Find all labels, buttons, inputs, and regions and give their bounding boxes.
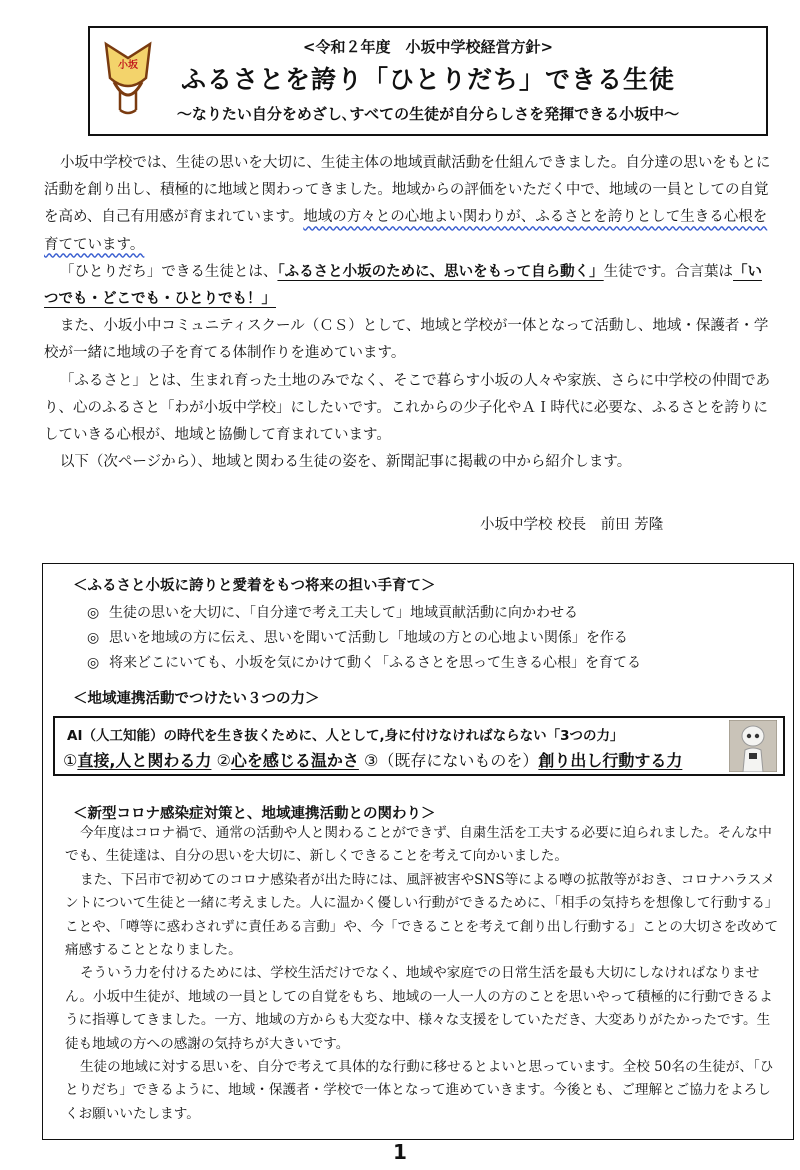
page-title: ふるさとを誇り「ひとりだち」できる生徒	[180, 65, 675, 94]
intro-paragraph-3: また、小坂小中コミュニティスクール（ＣＳ）として、地域と学校が一体となって活動し、地域・保護者・学校が一緒に地域の子を育てる体制作りを進めています。	[44, 318, 769, 362]
corona-paragraph: 生徒の地域に対する思いを、自分で考えて具体的な行動に移せるとよいと思っています。全校 50名の生徒が、「ひとりだち」できるように、地域・保護者・学校で一体となって進めていきます。今後とも、ご理解とご協力をよろしくお願いいたします。	[65, 1059, 774, 1122]
intro-p2-text-c: 生徒です。合言葉は	[603, 263, 734, 280]
header-box	[88, 26, 768, 136]
intro-p2-motto: 「ふるさと小坂のために、思いをもって自ら動く」	[277, 263, 604, 280]
corona-paragraph: また、下呂市で初めてのコロナ感染者が出た時には、風評被害やSNS等による噂の拡散等がおき、コロナハラスメントについて生徒と一緒に考えました。人に温かく優しい行動ができるために、「相手の気持ちを想像して行動する」ことや、「噂等に惑わされずに責任ある言動」や、今「できることを考えて創り出し行動する」ことの大切さを改めて痛感することとなりました。	[65, 871, 779, 959]
list-item-text: 将来どこにいても、小坂を気にかけて動く「ふるさとを思って生きる心根」を育てる	[109, 655, 641, 671]
header-subtitle: <令和２年度 小坂中学校経営方針>	[302, 38, 554, 56]
bullet-mark: ◎	[87, 605, 100, 621]
policy-list	[87, 601, 787, 676]
intro-p2-watchword: 「いつでも・どこでも・ひとりでも！」	[44, 263, 763, 308]
power-1-number: ①	[63, 751, 78, 770]
list-item	[87, 651, 787, 676]
power-2-text: 心を感じる温かさ	[230, 751, 359, 770]
intro-paragraph-2	[44, 259, 774, 313]
intro-paragraph-5: 以下（次ページから）、地域と関わる生徒の姿を、新聞記事に掲載の中から紹介します。	[59, 454, 632, 471]
intro-text	[44, 150, 774, 476]
policy-box	[42, 563, 794, 1140]
intro-paragraph-1	[44, 150, 774, 259]
corona-text	[65, 822, 781, 1126]
three-powers-box	[53, 716, 785, 776]
intro-p1-text: 小坂中学校では、生徒の思いを大切に、生徒主体の地域貢献活動を仕組んできました。自分達の思いをもとに活動を創り出し、積極的に地域と関わってきました。地域からの評価をいただく中で、地域の一員としての自覚を高め、自己有用感が育まれています。	[44, 155, 771, 226]
list-item-text: 思いを地域の方に伝え、思いを聞いて活動し「地域の方との心地よい関係」を作る	[109, 630, 628, 646]
principal-signature: 小坂中学校 校長 前田 芳隆	[480, 517, 664, 533]
corona-paragraph: 今年度はコロナ禍で、通常の活動や人と関わることができず、自粛生活を工夫する必要に迫られました。そんな中でも、生徒達は、自分の思いを大切に、新しくできることを考えて向かいました。	[65, 825, 772, 865]
bullet-mark: ◎	[87, 655, 100, 671]
intro-paragraph-4: 「ふるさと」とは、生まれ育った土地のみでなく、そこで暮らす小坂の人々や家族、さらに中学校の仲間であり、心のふるさと「わが小坂中学校」にしたいです。これからの少子化やＡＩ時代に必要な、ふるさとを誇りにしていきる心根が、地域と協働して育まれています。	[44, 372, 771, 444]
section-heading-three-powers: ＜地域連携活動でつけたい３つの力＞	[73, 691, 320, 707]
robot-photo-icon	[729, 720, 777, 772]
power-2-number: ②	[216, 751, 231, 770]
three-powers-intro: AI（人工知能）の時代を生き抜くために、人として,身に付けなければならない「3つの力」	[67, 728, 624, 744]
section-heading-future-leaders: ＜ふるさと小坂に誇りと愛着をもつ将来の担い手育て＞	[73, 578, 436, 594]
emblem-text: 小坂	[118, 60, 138, 71]
section-heading-corona: ＜新型コロナ感染症対策と、地域連携活動との関わり＞	[73, 806, 436, 822]
list-item	[87, 601, 787, 626]
power-3-number: ③（既存にないものを）	[363, 751, 539, 770]
corona-paragraph: そういう力を付けるためには、学校生活だけでなく、地域や家庭での日常生活を最も大切にしなければなりません。小坂中生徒が、地域の一員としての自覚をもち、地域の一人一人の方のことを思いやって積極的に行動できるように指導してきました。一方、地域の方からも大変な中、様々な支援をしていただき、大変ありがたかったです。生徒も地域の方への感謝の気持ちが大きいです。	[65, 965, 773, 1052]
list-item	[87, 626, 787, 651]
power-1-text: 直接,人と関わる力	[77, 751, 212, 770]
three-powers-list	[63, 748, 682, 771]
list-item-text: 生徒の思いを大切に、「自分達で考え工夫して」地域貢献活動に向かわせる	[109, 605, 578, 621]
page-number: 1	[393, 1140, 407, 1164]
intro-p1-highlight: 地域の方々との心地よい関わりが、ふるさとを誇りとして生きる心根を育てています。	[44, 209, 768, 253]
power-3-text: 創り出し行動する力	[538, 751, 683, 770]
intro-p2-text-a: 「ひとりだち」できる生徒とは、	[59, 263, 278, 280]
bullet-mark: ◎	[87, 630, 100, 646]
header-tagline: ～なりたい自分をめざし､すべての生徒が自分らしさを発揮できる小坂中～	[176, 105, 680, 123]
